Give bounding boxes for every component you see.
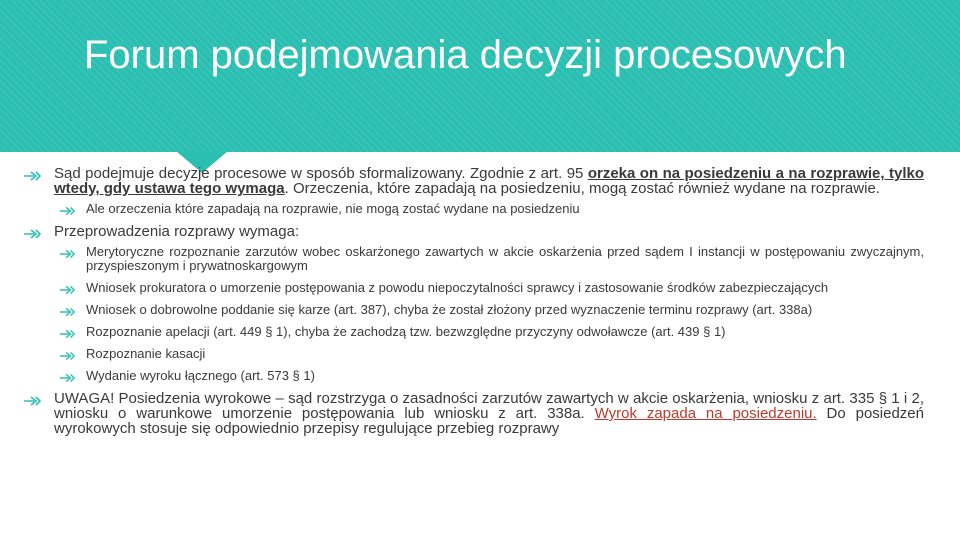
sub-bullet-item <box>86 347 924 361</box>
arrow-right-icon <box>59 328 75 340</box>
sub-bullet-item <box>86 245 924 273</box>
sub-bullet-item <box>86 369 924 383</box>
bullet-text: Przeprowadzenia rozprawy wymaga: <box>54 223 300 240</box>
sub-bullet-text: Ale orzeczenia które zapadają na rozprawie, nie mogą zostać wydane na posiedzeniu <box>86 201 580 216</box>
arrow-right-icon <box>59 205 75 217</box>
bullet-item <box>54 391 924 436</box>
sub-bullet-text: Wydanie wyroku łącznego (art. 573 § 1) <box>86 368 315 383</box>
sub-bullet-text: Wniosek prokuratora o umorzenie postępowania z powodu niepoczytalności sprawcy i zastosowanie środków zabezpieczających <box>86 280 829 295</box>
bullet-text: Sąd podejmuje decyzje procesowe w sposób sformalizowany. Zgodnie z art. 95 <box>54 165 588 182</box>
sub-bullet-item <box>86 202 924 216</box>
bullet-text: . Orzeczenia, które zapadają na posiedzeniu, mogą zostać również wydane na rozprawie. <box>284 180 880 197</box>
bullet-item <box>54 166 924 196</box>
arrow-right-icon <box>59 372 75 384</box>
bullet-text: Do posiedzeń wyrokowych stosuje się odpowiednio przepisy regulujące przebieg rozprawy <box>54 405 924 437</box>
sub-bullet-item <box>86 325 924 339</box>
arrow-right-icon <box>59 350 75 362</box>
arrow-right-icon <box>59 284 75 296</box>
sub-bullet-item <box>86 281 924 295</box>
arrow-right-icon <box>23 395 41 407</box>
sub-bullet-text: Rozpoznanie kasacji <box>86 346 206 361</box>
arrow-right-icon <box>23 228 41 240</box>
arrow-right-icon <box>23 170 41 182</box>
slide-content <box>0 166 960 442</box>
sub-bullet-text: Rozpoznanie apelacji (art. 449 § 1), chyba że zachodzą tzw. bezwzględne przyczyny odwoławcze (art. 439 § 1) <box>86 324 726 339</box>
bullet-text-emphasis: orzeka on na posiedzeniu a na rozprawie, tylko wtedy, gdy ustawa tego wymaga <box>54 165 924 197</box>
arrow-right-icon <box>59 306 75 318</box>
bullet-text: UWAGA! Posiedzenia wyrokowe – sąd rozstrzyga o zasadności zarzutów zawartych w akcie oskarżenia, wniosku z art. 335 § 1 i 2, wniosku o warunkowe umorzenie postępowania lub wniosku z art. 338a. <box>54 390 924 422</box>
bullet-item <box>54 224 924 239</box>
sub-bullet-text: Wniosek o dobrowolne poddanie się karze (art. 387), chyba że został złożony przed wyznaczenie terminu rozprawy (art. 338a) <box>86 302 813 317</box>
sub-bullet-item <box>86 303 924 317</box>
sub-bullet-text: Merytoryczne rozpoznanie zarzutów wobec oskarżonego zawartych w akcie oskarżenia przed sądem I instancji w postępowaniu zwyczajnym, przyspieszonym i prywatnoskargowym <box>86 244 924 273</box>
arrow-right-icon <box>59 248 75 260</box>
bullet-text-highlight: Wyrok zapada na posiedzeniu. <box>594 405 817 422</box>
slide-title: Forum podejmowania decyzji procesowych <box>84 33 847 77</box>
